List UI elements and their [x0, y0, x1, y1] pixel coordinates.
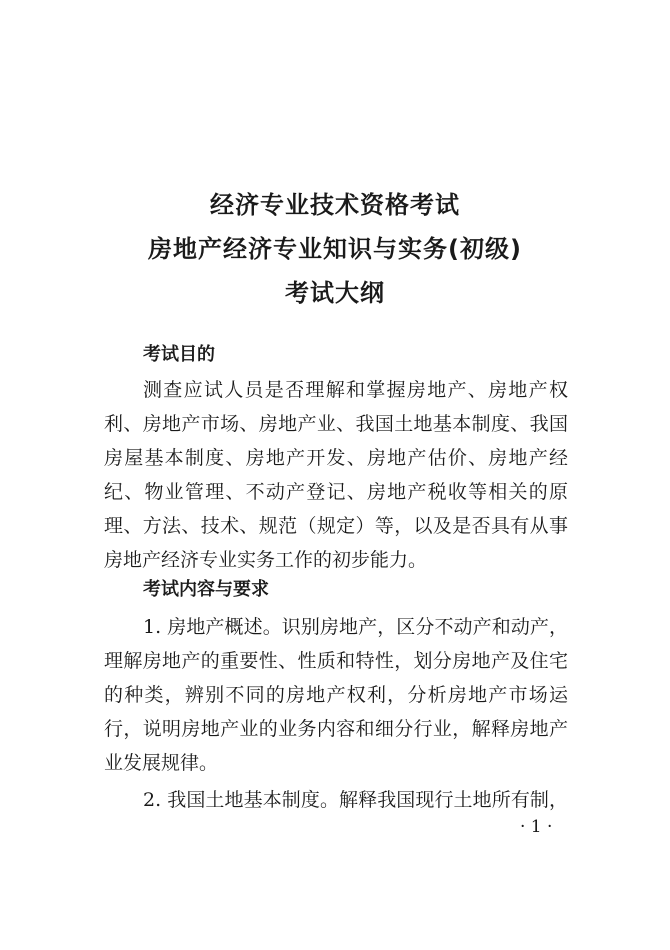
paragraph-line: 2. 我国土地基本制度。解释我国现行土地所有制， [143, 789, 568, 811]
title-line-2: 房地产经济专业知识与实务(初级) [148, 235, 522, 263]
paragraph-line: 测查应试人员是否理解和掌握房地产、房地产权 [143, 379, 568, 401]
paragraph-line: 利、房地产市场、房地产业、我国土地基本制度、我国 [104, 413, 568, 435]
document-title [0, 183, 670, 315]
paragraph-line: 1. 房地产概述。识别房地产，区分不动产和动产， [143, 616, 568, 638]
section-heading-purpose: 考试目的 [143, 344, 215, 365]
paragraph-line: 房地产经济专业实务工作的初步能力。 [104, 549, 428, 571]
paragraph-line: 的种类，辨别不同的房地产权利，分析房地产市场运 [104, 684, 568, 706]
title-line-1: 经济专业技术资格考试 [210, 191, 460, 219]
page-number: · 1 · [520, 817, 553, 837]
paragraph-line: 业发展规律。 [104, 752, 219, 774]
paragraph-line: 房屋基本制度、房地产开发、房地产估价、房地产经 [104, 447, 568, 469]
section-heading-content: 考试内容与要求 [143, 579, 269, 600]
paragraph-line: 理解房地产的重要性、性质和特性，划分房地产及住宅 [104, 650, 568, 672]
paragraph-line: 行，说明房地产业的业务内容和细分行业，解释房地产 [104, 718, 568, 740]
paragraph-line: 纪、物业管理、不动产登记、房地产税收等相关的原 [104, 481, 568, 503]
paragraph-line: 理、方法、技术、规范（规定）等，以及是否具有从事 [104, 515, 568, 537]
title-line-3: 考试大纲 [285, 279, 385, 307]
